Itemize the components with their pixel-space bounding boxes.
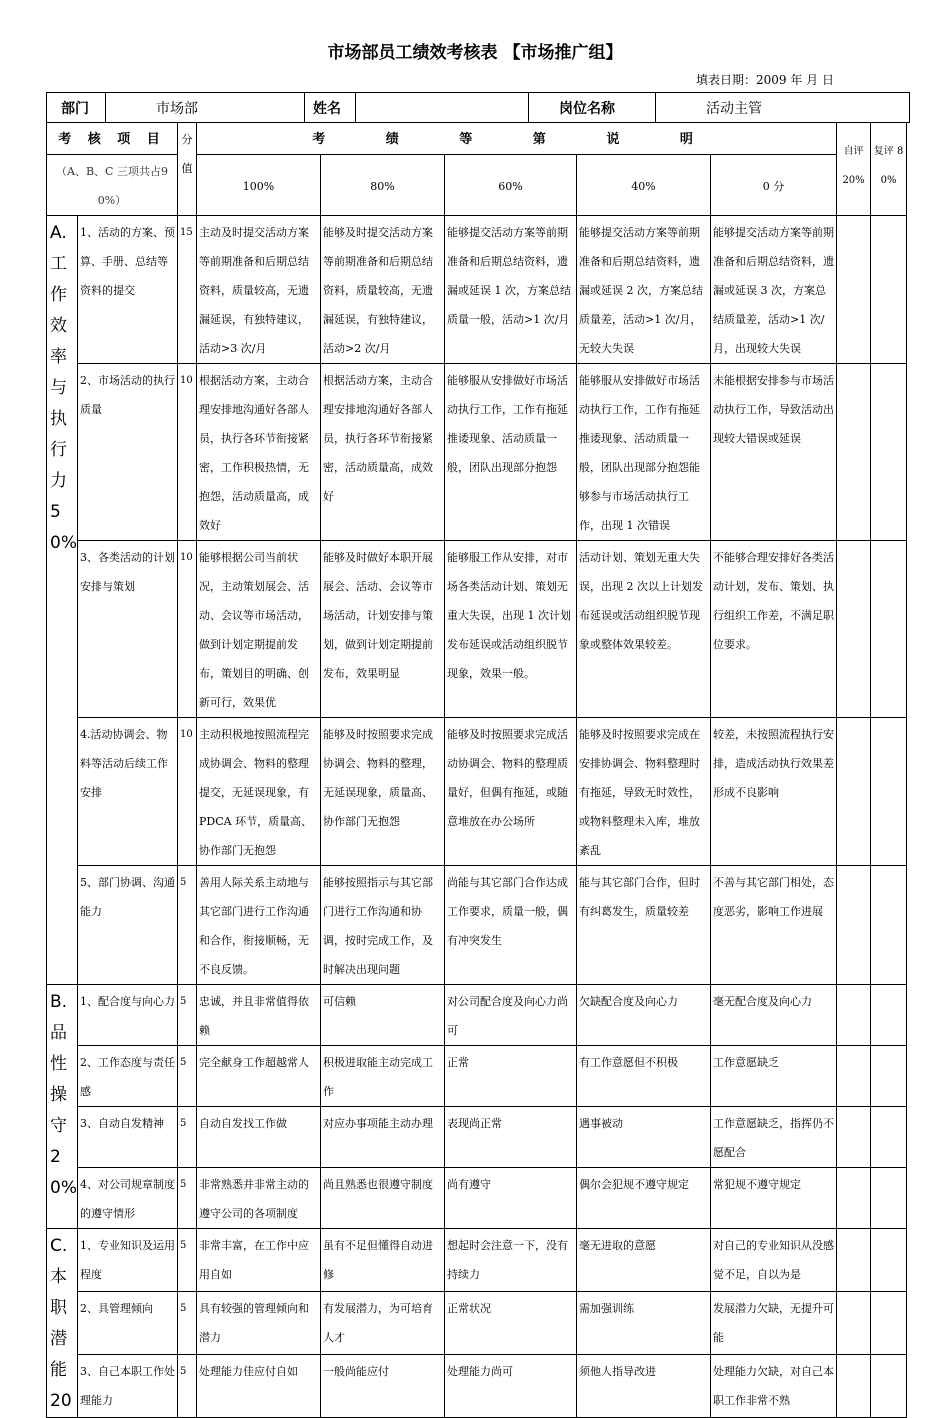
- level-60-cell: 想起时会注意一下，没有持续力: [445, 1229, 577, 1292]
- item-cell: 4.活动协调会、物料等活动后续工作安排: [78, 718, 178, 866]
- header-item-title: 考 核 项 目: [47, 123, 178, 155]
- table-row: [47, 1355, 907, 1418]
- level-80-cell: 虽有不足但懂得自动进修: [321, 1229, 445, 1292]
- level-100-cell: 完全献身工作超越常人: [197, 1046, 321, 1107]
- score-cell: 5: [178, 1046, 197, 1107]
- self-eval-cell[interactable]: [837, 364, 871, 541]
- header-review: 复评 80%: [871, 123, 907, 216]
- name-value[interactable]: [356, 93, 529, 123]
- level-60-cell: 能够服从安排做好市场活动执行工作，工作有拖延推诿现象、活动质量一般，团队出现部分抱怨: [445, 364, 577, 541]
- review-cell[interactable]: [871, 718, 907, 866]
- level-80-cell: 根据活动方案，主动合理安排地沟通好各部人员，执行各环节衔接紧密，活动质量高，成效好: [321, 364, 445, 541]
- level-100-cell: 主动积极地按照流程完成协调会、物料的整理提交，无延误现象，有 PDCA 环节，质量高、协作部门无抱怨: [197, 718, 321, 866]
- item-cell: 2、具管理倾向: [78, 1292, 178, 1355]
- review-cell[interactable]: [871, 1168, 907, 1229]
- review-cell[interactable]: [871, 1046, 907, 1107]
- level-0-cell: 较差，未按照流程执行安排，造成活动执行效果差形成不良影响: [711, 718, 837, 866]
- level-100-cell: 具有较强的管理倾向和潜力: [197, 1292, 321, 1355]
- level-60-cell: 正常状况: [445, 1292, 577, 1355]
- level-60-cell: 尚能与其它部门合作达成工作要求，质量一般，偶有冲突发生: [445, 866, 577, 985]
- level-60-cell: 能够服工作从安排，对市场各类活动计划、策划无重大失误，出现 1 次计划发布延误或活动组织脱节现象，效果一般。: [445, 541, 577, 718]
- level-100-cell: 能够根据公司当前状况，主动策划展会、活动、会议等市场活动，做到计划定期提前发布，策划目的明确、创新可行，效果优: [197, 541, 321, 718]
- level-0-cell: 发展潜力欠缺，无提升可能: [711, 1292, 837, 1355]
- level-0-cell: 对自己的专业知识从没感觉不足，自以为是: [711, 1229, 837, 1292]
- level-0: 0 分: [711, 155, 837, 216]
- level-40-cell: 活动计划、策划无重大失误，出现 2 次以上计划发布延误或活动组织脱节现象或整体效果较差。: [577, 541, 711, 718]
- item-cell: 4、对公司规章制度的遵守情形: [78, 1168, 178, 1229]
- level-100-cell: 非常熟悉并非常主动的遵守公司的各项制度: [197, 1168, 321, 1229]
- level-100-cell: 自动自发找工作做: [197, 1107, 321, 1168]
- review-cell[interactable]: [871, 216, 907, 364]
- level-0-cell: 毫无配合度及向心力: [711, 985, 837, 1046]
- level-60-cell: 对公司配合度及向心力尚可: [445, 985, 577, 1046]
- level-40-cell: 有工作意愿但不积极: [577, 1046, 711, 1107]
- level-40-cell: 能与其它部门合作，但时有纠葛发生，质量较差: [577, 866, 711, 985]
- review-cell[interactable]: [871, 1107, 907, 1168]
- score-cell: 5: [178, 1292, 197, 1355]
- info-table: [46, 92, 910, 123]
- level-80-cell: 能够及时做好本职开展展会、活动、会议等市场活动，计划安排与策划，做到计划定期提前发布，效果明显: [321, 541, 445, 718]
- table-row: [47, 216, 907, 364]
- level-0-cell: 工作意愿缺乏，指挥仍不愿配合: [711, 1107, 837, 1168]
- score-cell: 10: [178, 541, 197, 718]
- table-row: [47, 364, 907, 541]
- header-score: 分值: [178, 123, 197, 216]
- level-60-cell: 表现尚正常: [445, 1107, 577, 1168]
- table-row: [47, 866, 907, 985]
- dept-value: 市场部: [106, 93, 305, 123]
- level-40-cell: 毫无进取的意愿: [577, 1229, 711, 1292]
- item-cell: 5、部门协调、沟通能力: [78, 866, 178, 985]
- review-cell[interactable]: [871, 541, 907, 718]
- name-label: 姓名: [305, 93, 356, 123]
- header-explain: 考 绩 等 第 说 明: [197, 123, 837, 155]
- section-label: A. 工 作 效 率 与 执 行 力 50%: [47, 216, 78, 985]
- level-80-cell: 积极进取能主动完成工作: [321, 1046, 445, 1107]
- level-100-cell: 处理能力佳应付自如: [197, 1355, 321, 1418]
- level-80-cell: 可信赖: [321, 985, 445, 1046]
- table-row: [47, 718, 907, 866]
- review-cell[interactable]: [871, 1355, 907, 1418]
- level-80-cell: 能够及时提交活动方案等前期准备和后期总结资料，质量较高，无遗漏延误，有独特建议，活动>2 次/月: [321, 216, 445, 364]
- review-cell[interactable]: [871, 364, 907, 541]
- section-label: B. 品 性 操 守 20%: [47, 985, 78, 1229]
- score-cell: 10: [178, 718, 197, 866]
- table-row: [47, 1046, 907, 1107]
- level-80-cell: 能够及时按照要求完成协调会、物料的整理，无延误现象，质量高、协作部门无抱怨: [321, 718, 445, 866]
- evaluation-table: [46, 122, 907, 1418]
- review-cell[interactable]: [871, 1229, 907, 1292]
- item-cell: 3、自己本职工作处理能力: [78, 1355, 178, 1418]
- level-60-cell: 处理能力尚可: [445, 1355, 577, 1418]
- score-cell: 5: [178, 1168, 197, 1229]
- level-40-cell: 欠缺配合度及向心力: [577, 985, 711, 1046]
- level-0-cell: 不能够合理安排好各类活动计划，发布、策划、执行组织工作差，不满足职位要求。: [711, 541, 837, 718]
- item-cell: 3、各类活动的计划安排与策划: [78, 541, 178, 718]
- dept-label: 部门: [47, 93, 106, 123]
- self-eval-cell[interactable]: [837, 1292, 871, 1355]
- level-100-cell: 善用人际关系主动地与其它部门进行工作沟通和合作，衔接顺畅，无不良反馈。: [197, 866, 321, 985]
- table-row: [47, 1292, 907, 1355]
- score-cell: 10: [178, 364, 197, 541]
- level-40-cell: 遇事被动: [577, 1107, 711, 1168]
- level-40-cell: 能够服从安排做好市场活动执行工作，工作有拖延推诿现象、活动质量一般，团队出现部分抱怨能够参与市场活动执行工作，出现 1 次错误: [577, 364, 711, 541]
- header-self-eval: 自评 20%: [837, 123, 871, 216]
- score-cell: 15: [178, 216, 197, 364]
- level-100: 100%: [197, 155, 321, 216]
- self-eval-cell[interactable]: [837, 866, 871, 985]
- item-cell: 3、自动自发精神: [78, 1107, 178, 1168]
- level-60-cell: 尚有遵守: [445, 1168, 577, 1229]
- item-cell: 2、工作态度与责任感: [78, 1046, 178, 1107]
- item-cell: 1、活动的方案、预算、手册、总结等资料的提交: [78, 216, 178, 364]
- level-100-cell: 忠诚，并且非常值得依赖: [197, 985, 321, 1046]
- score-cell: 5: [178, 1107, 197, 1168]
- table-row: [47, 1168, 907, 1229]
- level-0-cell: 不善与其它部门相处，态度恶劣，影响工作进展: [711, 866, 837, 985]
- review-cell[interactable]: [871, 866, 907, 985]
- self-eval-cell[interactable]: [837, 216, 871, 364]
- section-label: C. 本 职 潜 能 20: [47, 1229, 78, 1418]
- self-eval-cell[interactable]: [837, 985, 871, 1046]
- level-80: 80%: [321, 155, 445, 216]
- self-eval-cell[interactable]: [837, 1107, 871, 1168]
- table-row: [47, 1229, 907, 1292]
- level-60-cell: 能够及时按照要求完成活动协调会、物料的整理质量好，但偶有拖延，或随意堆放在办公场所: [445, 718, 577, 866]
- level-80-cell: 一般尚能应付: [321, 1355, 445, 1418]
- self-eval-cell[interactable]: [837, 1229, 871, 1292]
- level-0-cell: 处理能力欠缺，对自己本职工作非常不熟: [711, 1355, 837, 1418]
- level-40-cell: 偶尔会犯规不遵守规定: [577, 1168, 711, 1229]
- score-cell: 5: [178, 1355, 197, 1418]
- level-0-cell: 能够提交活动方案等前期准备和后期总结资料，遗漏或延误 3 次，方案总结质量差，活动>1 次/月，出现较大失误: [711, 216, 837, 364]
- level-0-cell: 未能根据安排参与市场活动执行工作，导致活动出现较大错误或延误: [711, 364, 837, 541]
- table-row: [47, 541, 907, 718]
- level-40-cell: 能够提交活动方案等前期准备和后期总结资料，遗漏或延误 2 次，方案总结质量差，活动>1 次/月，无较大失误: [577, 216, 711, 364]
- fill-date: 填表日期：2009 年 月 日: [696, 73, 834, 87]
- level-80-cell: 有发展潜力，为可培育人才: [321, 1292, 445, 1355]
- self-eval-cell[interactable]: [837, 1046, 871, 1107]
- level-40-cell: 须他人指导改进: [577, 1355, 711, 1418]
- review-cell[interactable]: [871, 985, 907, 1046]
- level-0-cell: 工作意愿缺乏: [711, 1046, 837, 1107]
- level-100-cell: 根据活动方案，主动合理安排地沟通好各部人员，执行各环节衔接紧密，工作积极热情，无抱怨，活动质量高，成效好: [197, 364, 321, 541]
- level-60-cell: 正常: [445, 1046, 577, 1107]
- header-item-note: （A、B、C 三项共占90%）: [47, 155, 178, 216]
- level-40: 40%: [577, 155, 711, 216]
- score-cell: 5: [178, 866, 197, 985]
- self-eval-cell[interactable]: [837, 1168, 871, 1229]
- page-title: 市场部员工绩效考核表 【市场推广组】: [327, 43, 623, 63]
- score-cell: 5: [178, 985, 197, 1046]
- level-80-cell: 对应办事项能主动办理: [321, 1107, 445, 1168]
- item-cell: 1、配合度与向心力: [78, 985, 178, 1046]
- item-cell: 2、市场活动的执行质量: [78, 364, 178, 541]
- self-eval-cell[interactable]: [837, 541, 871, 718]
- level-100-cell: 非常丰富，在工作中应用自如: [197, 1229, 321, 1292]
- score-cell: 5: [178, 1229, 197, 1292]
- level-40-cell: 能够及时按照要求完成在安排协调会、物料整理时有拖延，导致无时效性，或物料整理未入库，堆放紊乱: [577, 718, 711, 866]
- self-eval-cell[interactable]: [837, 718, 871, 866]
- review-cell[interactable]: [871, 1292, 907, 1355]
- table-row: [47, 985, 907, 1046]
- item-cell: 1、专业知识及运用程度: [78, 1229, 178, 1292]
- self-eval-cell[interactable]: [837, 1355, 871, 1418]
- table-row: [47, 1107, 907, 1168]
- level-0-cell: 常犯规不遵守规定: [711, 1168, 837, 1229]
- level-80-cell: 能够按照指示与其它部门进行工作沟通和协调，按时完成工作，及时解决出现问题: [321, 866, 445, 985]
- position-value: 活动主管: [656, 93, 910, 123]
- level-60: 60%: [445, 155, 577, 216]
- level-60-cell: 能够提交活动方案等前期准备和后期总结资料，遗漏或延误 1 次，方案总结质量一般，活动>1 次/月: [445, 216, 577, 364]
- position-label: 岗位名称: [529, 93, 656, 123]
- level-80-cell: 尚且熟悉也很遵守制度: [321, 1168, 445, 1229]
- level-40-cell: 需加强训练: [577, 1292, 711, 1355]
- level-100-cell: 主动及时提交活动方案等前期准备和后期总结资料，质量较高，无遗漏延误，有独特建议，活动>3 次/月: [197, 216, 321, 364]
